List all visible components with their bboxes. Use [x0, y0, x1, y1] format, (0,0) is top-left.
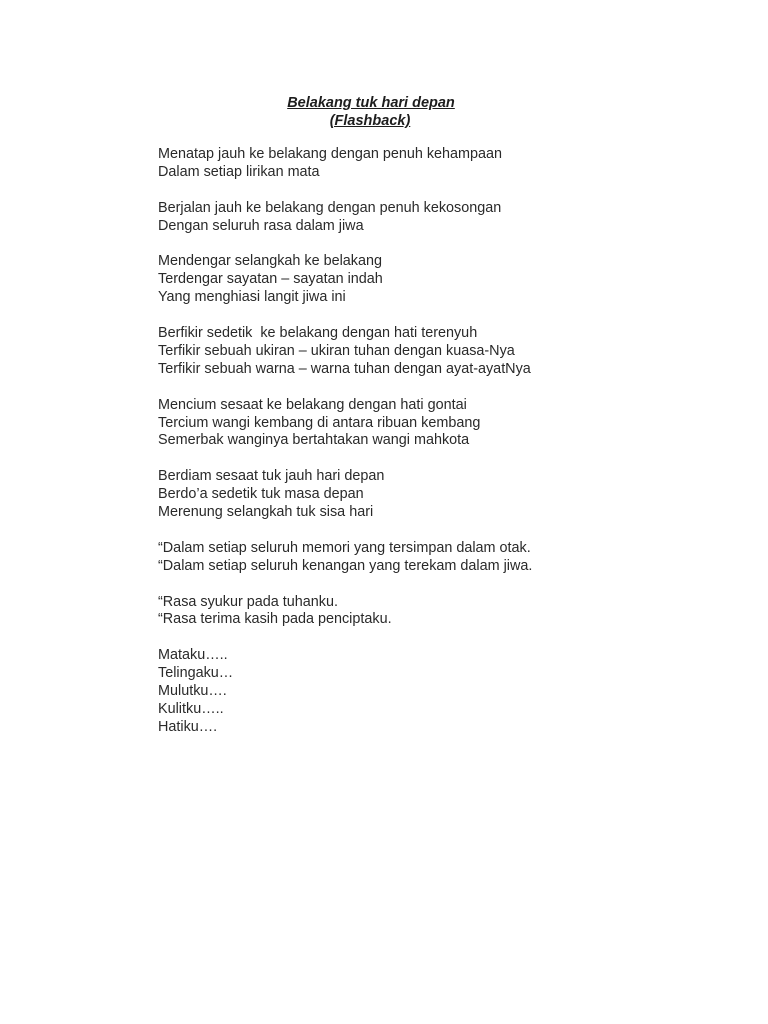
poem-body	[158, 146, 678, 755]
poem-line: Semerbak wanginya bertahtakan wangi mahkota	[158, 432, 470, 449]
poem-line: “Dalam setiap seluruh memori yang tersimpan dalam otak.	[158, 539, 531, 556]
poem-line: Mataku…..	[158, 647, 228, 664]
poem-line: Mendengar selangkah ke belakang	[158, 253, 383, 270]
poem-line: Terfikir sebuah ukiran – ukiran tuhan dengan kuasa-Nya	[158, 342, 515, 359]
poem-subtitle: (Flashback)	[329, 113, 411, 129]
stanza-6	[158, 468, 678, 522]
poem-line: Mulutku….	[158, 683, 227, 700]
stanza-3	[158, 253, 678, 307]
poem-line: “Rasa syukur pada tuhanku.	[158, 593, 338, 610]
poem-line: Terfikir sebuah warna – warna tuhan dengan ayat-ayatNya	[158, 360, 531, 377]
stanza-1	[158, 146, 678, 182]
poem-line: “Dalam setiap seluruh kenangan yang terekam dalam jiwa.	[158, 557, 533, 574]
poem-line: Dengan seluruh rasa dalam jiwa	[158, 217, 364, 234]
poem-line: Berjalan jauh ke belakang dengan penuh kekosongan	[158, 199, 502, 216]
poem-line: Telingaku…	[158, 665, 234, 682]
poem-line: Tercium wangi kembang di antara ribuan kembang	[158, 414, 481, 431]
poem-line: Merenung selangkah tuk sisa hari	[158, 504, 374, 521]
poem-title-block	[0, 94, 768, 130]
poem-line: Hatiku….	[158, 718, 218, 735]
stanza-4	[158, 325, 678, 379]
poem-line: Berdiam sesaat tuk jauh hari depan	[158, 468, 385, 485]
poem-line: Kulitku…..	[158, 700, 224, 717]
poem-line: Dalam setiap lirikan mata	[158, 163, 320, 180]
stanza-9	[158, 647, 678, 737]
stanza-8	[158, 594, 678, 630]
poem-line: Mencium sesaat ke belakang dengan hati gontai	[158, 396, 467, 413]
stanza-5	[158, 397, 678, 451]
poem-line: Berdo’a sedetik tuk masa depan	[158, 486, 364, 503]
poem-line: Yang menghiasi langit jiwa ini	[158, 289, 346, 306]
poem-line: Terdengar sayatan – sayatan indah	[158, 271, 383, 288]
stanza-2	[158, 200, 678, 236]
poem-line: Menatap jauh ke belakang dengan penuh kehampaan	[158, 146, 503, 162]
poem-line: Berfikir sedetik ke belakang dengan hati terenyuh	[158, 325, 478, 342]
stanza-7	[158, 540, 678, 576]
poem-line: “Rasa terima kasih pada penciptaku.	[158, 611, 392, 628]
poem-title: Belakang tuk hari depan	[287, 95, 455, 111]
